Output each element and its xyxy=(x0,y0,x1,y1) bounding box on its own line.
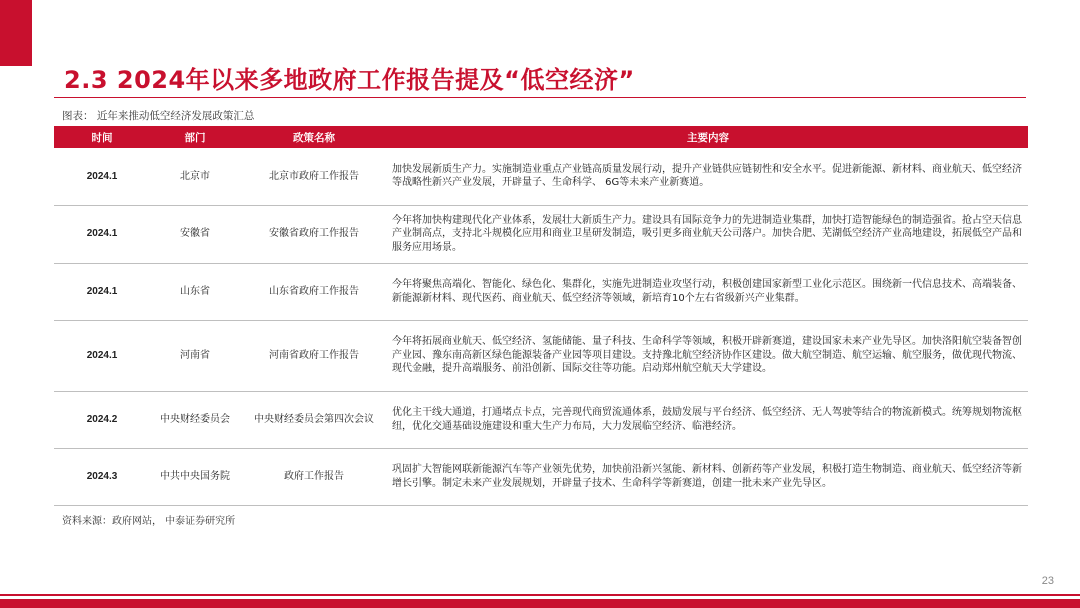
corner-accent-block xyxy=(0,0,32,66)
footer-accent-bar xyxy=(0,599,1080,608)
slide-title: 2.3 2024年以来多地政府工作报告提及“低空经济” xyxy=(64,66,635,94)
cell-dept: 山东省 xyxy=(150,263,240,320)
table-row xyxy=(54,148,1028,205)
header-content: 主要内容 xyxy=(388,126,1028,148)
cell-time: 2024.1 xyxy=(54,148,150,205)
source-note: 资料来源：政府网站， 中泰证券研究所 xyxy=(62,516,236,527)
cell-dept: 中共中央国务院 xyxy=(150,448,240,505)
table-row xyxy=(54,320,1028,391)
table-row xyxy=(54,448,1028,505)
cell-time: 2024.1 xyxy=(54,320,150,391)
table-row xyxy=(54,205,1028,263)
cell-dept: 安徽省 xyxy=(150,205,240,263)
cell-policy: 河南省政府工作报告 xyxy=(240,320,388,391)
cell-dept: 河南省 xyxy=(150,320,240,391)
cell-content: 加快发展新质生产力。实施制造业重点产业链高质量发展行动，提升产业链供应链韧性和安全水平。促进新能源、新材料、商业航天、低空经济等战略性新兴产业发展，开辟量子、生命科学、 6G等未来产业新赛道。 xyxy=(388,148,1028,205)
table-header-row xyxy=(54,126,1028,148)
cell-time: 2024.3 xyxy=(54,448,150,505)
cell-policy: 中央财经委员会第四次会议 xyxy=(240,391,388,448)
header-policy: 政策名称 xyxy=(240,126,388,148)
policy-table xyxy=(54,126,1028,506)
page-number: 23 xyxy=(1041,575,1054,587)
table-row xyxy=(54,391,1028,448)
cell-policy: 政府工作报告 xyxy=(240,448,388,505)
header-time: 时间 xyxy=(54,126,150,148)
cell-content: 巩固扩大智能网联新能源汽车等产业领先优势，加快前沿新兴氢能、新材料、创新药等产业发展，积极打造生物制造、商业航天、低空经济等新增长引擎。制定未来产业发展规划，开辟量子技术、生命科学等新赛道，创建一批未来产业先导区。 xyxy=(388,448,1028,505)
cell-content: 今年将聚焦高端化、智能化、绿色化、集群化，实施先进制造业攻坚行动，积极创建国家新型工业化示范区。围绕新一代信息技术、高端装备、新能源新材料、现代医药、商业航天、低空经济等领域，新培育10个左右省级新兴产业集群。 xyxy=(388,263,1028,320)
cell-content: 今年将拓展商业航天、低空经济、氢能储能、量子科技、生命科学等领域，积极开辟新赛道，建设国家未来产业先导区。加快洛阳航空装备智创产业园、豫东南高新区绿色能源装备产业园等项目建设。支持豫北航空经济协作区建设。做大航空制造、航空运输、航空服务，做优现代物流、现代金融，提升高端服务、前沿创新、国际交往等功能。启动郑州航空航天大学建设。 xyxy=(388,320,1028,391)
footer-divider xyxy=(0,594,1080,596)
table-row xyxy=(54,263,1028,320)
cell-dept: 中央财经委员会 xyxy=(150,391,240,448)
cell-time: 2024.2 xyxy=(54,391,150,448)
cell-time: 2024.1 xyxy=(54,263,150,320)
cell-content: 今年将加快构建现代化产业体系，发展壮大新质生产力。建设具有国际竞争力的先进制造业集群，加快打造智能绿色的制造强省。抢占空天信息产业制高点，支持北斗规模化应用和商业卫星研发制造，吸引更多商业航天公司落户。加快合肥、芜湖低空经济产业高地建设，拓展低空产品和服务应用场景。 xyxy=(388,205,1028,263)
cell-time: 2024.1 xyxy=(54,205,150,263)
header-dept: 部门 xyxy=(150,126,240,148)
cell-policy: 安徽省政府工作报告 xyxy=(240,205,388,263)
cell-dept: 北京市 xyxy=(150,148,240,205)
cell-content: 优化主干线大通道，打通堵点卡点，完善现代商贸流通体系，鼓励发展与平台经济、低空经济、无人驾驶等结合的物流新模式。统筹规划物流枢纽，优化交通基础设施建设和重大生产力布局，大力发展临空经济、临港经济。 xyxy=(388,391,1028,448)
title-divider xyxy=(54,97,1026,98)
cell-policy: 山东省政府工作报告 xyxy=(240,263,388,320)
figure-caption: 图表： 近年来推动低空经济发展政策汇总 xyxy=(62,110,255,122)
cell-policy: 北京市政府工作报告 xyxy=(240,148,388,205)
